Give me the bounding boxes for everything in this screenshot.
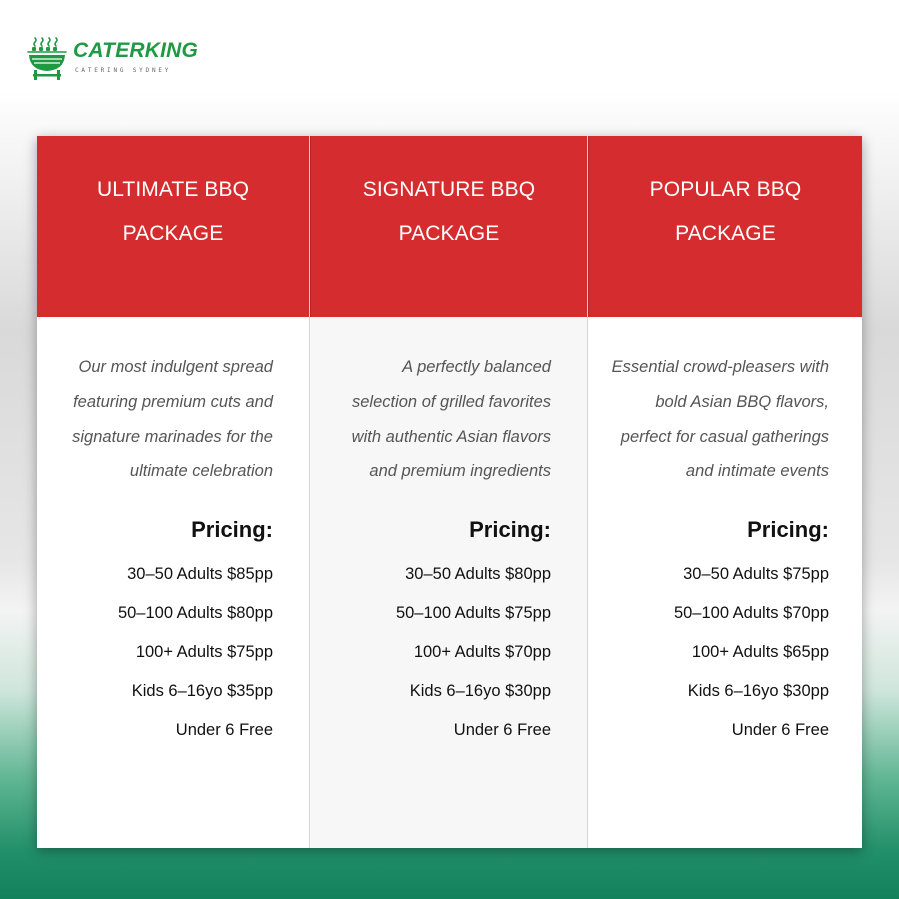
bbq-grill-icon [26,36,70,82]
price-item: 30–50 Adults $80pp [405,565,551,584]
price-list [37,565,273,740]
package-header [37,136,309,317]
package-comparison-table [37,136,862,848]
price-item: Under 6 Free [453,721,551,740]
brand-tagline: CATERING SYDNEY [75,67,172,74]
package-description: Essential crowd-pleasers with bold Asian BBQ flavors, perfect for casual gatherings and intimate events [611,358,829,481]
package-title-line2: PACKAGE [675,222,776,245]
package-description: Our most indulgent spread featuring premium cuts and signature marinades for the ultimate celebration [72,358,273,481]
package-title-line2: PACKAGE [122,222,224,245]
price-item: Kids 6–16yo $30pp [409,682,551,701]
package-title [363,168,535,256]
package-description: A perfectly balanced selection of grilled favorites with authentic Asian flavors and premium ingredients [351,358,551,481]
package-header [310,136,587,317]
package-column-ultimate [37,136,309,848]
price-item: 100+ Adults $75pp [135,643,273,662]
package-title [97,168,249,256]
price-item: Kids 6–16yo $35pp [131,682,273,701]
price-item: 50–100 Adults $80pp [117,604,273,623]
price-item: 50–100 Adults $70pp [673,604,829,623]
brand-logo[interactable] [26,36,199,82]
package-title-line2: PACKAGE [398,222,500,245]
package-column-popular [588,136,862,848]
package-header [588,136,862,317]
package-title [650,168,802,256]
price-item: 50–100 Adults $75pp [395,604,551,623]
pricing-heading: Pricing: [747,517,829,543]
price-item: Kids 6–16yo $30pp [687,682,829,701]
price-item: Under 6 Free [731,721,829,740]
pricing-heading: Pricing: [469,517,551,543]
package-column-signature [309,136,588,848]
brand-name: CATERKING [73,39,199,62]
package-title-line1: POPULAR BBQ [649,178,802,201]
price-item: 100+ Adults $70pp [413,643,551,662]
package-title-line1: SIGNATURE BBQ [362,178,536,201]
price-item: 100+ Adults $65pp [691,643,829,662]
price-list [588,565,829,740]
price-item: Under 6 Free [175,721,273,740]
pricing-heading: Pricing: [191,517,273,543]
price-item: 30–50 Adults $85pp [127,565,273,584]
package-title-line1: ULTIMATE BBQ [96,178,250,201]
price-list [310,565,551,740]
price-item: 30–50 Adults $75pp [683,565,829,584]
